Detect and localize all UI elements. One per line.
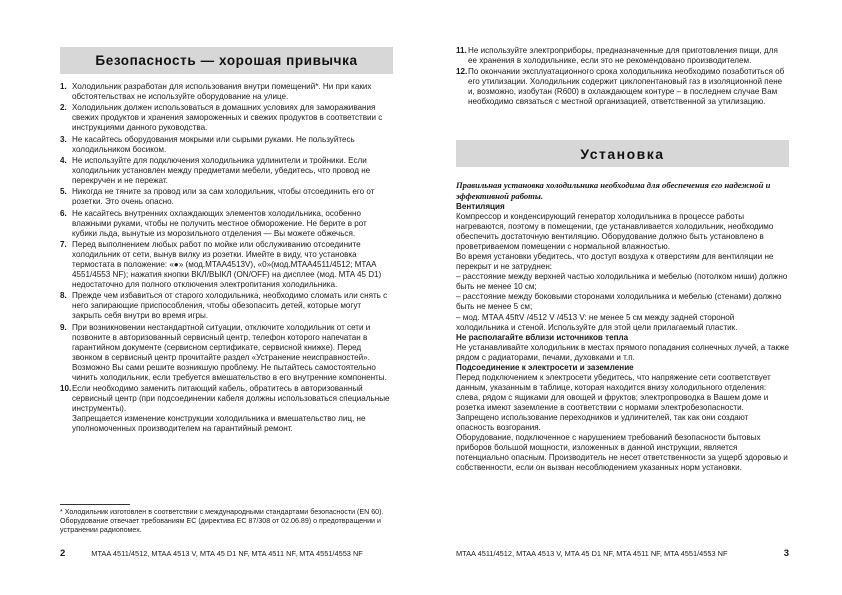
item-number: 10.	[60, 384, 72, 394]
item-text: Прежде чем избавиться от старого холодильника, необходимо сломать или снять с него запирающие приспособления, чтобы обезопасить детей, которые могут закрыть себя внутри во время игры.	[72, 291, 388, 321]
list-item	[60, 156, 392, 186]
item-text-wrapper	[72, 384, 392, 434]
item-extra-text: Запрещается изменение конструкции холодильника и вмешательство лиц, не уполномоченных производителем на гарантийный ремонт.	[72, 414, 366, 434]
item-text: Не касайтесь оборудования мокрыми или сырыми руками. Не пользуйтесь холодильником босиком.	[72, 134, 355, 154]
list-item	[456, 46, 789, 66]
left-page-footer	[60, 548, 363, 559]
safety-section-title: Безопасность — хорошая привычка	[60, 47, 393, 74]
installation-section-title: Установка	[456, 140, 789, 167]
item-number: 6.	[60, 208, 67, 218]
list-item	[60, 135, 392, 155]
ventilation-paragraph-2: Во время установки убедитесь, что доступ воздуха к отверстиям для вентиляции не перекрыт и не затруднен:	[456, 252, 774, 272]
electric-paragraph-3: Оборудование, подключенное с нарушением требований безопасности бытовых приборов большой мощности, изложенных в данной инструкции, является потенциально опасным. Производитель не несет ответственности за ущерб здоровью и собственности, если он вызван несоблюдением указанных норм установки.	[456, 433, 788, 473]
list-item	[60, 384, 392, 434]
safety-list-continued	[456, 46, 789, 109]
item-number: 11.	[456, 46, 467, 55]
ventilation-paragraph: Компрессор и конденсирующий генератор холодильника в процессе работы нагреваются, поэтому в помещении, где устанавливается холодильник, необходимо обеспечить достаточную вентиляцию. Оборудование должно быть установлено в проветриваемом помещении с нормальной влажностью.	[456, 212, 774, 252]
ventilation-bullet: – расстояние между верхней частью холодильника и мебелью (потолком ниши) должно быть не менее 10 см;	[456, 272, 788, 292]
ventilation-bullet: – расстояние между боковыми сторонами холодильника и мебелью (стенами) должно быть не менее 5 см;	[456, 292, 782, 312]
list-item	[60, 103, 392, 133]
item-number: 9.	[60, 322, 67, 332]
heat-heading: Не располагайте вблизи источников тепла	[456, 332, 629, 342]
installation-body	[456, 180, 789, 473]
list-item	[60, 291, 392, 321]
list-item	[60, 187, 392, 207]
list-item	[456, 67, 789, 107]
heat-paragraph: Не устанавливайте холодильник в местах прямого попадания солнечных лучей, а также рядом с радиаторами, печами, духовками и т.п.	[456, 342, 789, 362]
item-text: Никогда не тяните за провод или за сам холодильник, чтобы отсоединить его от розетки. Это очень опасно.	[72, 187, 375, 207]
footnote: * Холодильник изготовлен в соответствии с международными стандартами безопасности (EN 60). Оборудование отвечает требованиям ЕС (директива ЕС 87/308 от 02.06.89) о предотвращении и устранении радиопомех.	[60, 508, 384, 534]
item-text: Не используйте для подключения холодильника удлинители и тройники. Если холодильник установлен между предметами мебели, убедитесь, что провод не перекручен и не пережат.	[72, 155, 371, 185]
footer-models: MTAA 4511/4512, MTAA 4513 V, MTA 45 D1 NF, MTA 4511 NF, MTA 4551/4553 NF	[456, 549, 728, 558]
item-number: 8.	[60, 291, 67, 301]
item-text: Холодильник должен использоваться в домашних условиях для замораживания свежих продуктов и хранения замороженных и свежих продуктов в соответствии с инструкциями данного руководства.	[72, 103, 383, 133]
list-item	[60, 240, 392, 290]
safety-list	[60, 82, 392, 435]
electric-paragraph-2: Запрещено использование переходников и удлинителей, так как они создают опасность возгорания.	[456, 412, 749, 433]
item-number: 5.	[60, 187, 67, 197]
item-text: Если необходимо заменить питающий кабель, обратитесь в авторизованный сервисный центр (при подсоединении кабеля должны использоваться специальные инструменты).	[72, 384, 390, 414]
ventilation-heading: Вентиляция	[456, 202, 505, 211]
electric-paragraph: Перед подключением к электросети убедитесь, что напряжение сети соответствует данным, указанным в таблице, которая находится внизу холодильного отделения: слева, рядом с ящиками для овощей и фруктов; электропроводка в Вашем доме и розетка имеют заземление в соответствии с нормами электробезопасности.	[456, 372, 771, 412]
footer-models: MTAA 4511/4512, MTAA 4513 V, MTA 45 D1 NF, MTA 4511 NF, MTA 4551/4553 NF	[91, 549, 363, 558]
list-item	[60, 323, 392, 383]
item-number: 4.	[60, 155, 67, 165]
item-text: По окончании эксплуатационного срока холодильника необходимо позаботиться об его утилизации. Холодильник содержит циклопентановый газ в изоляционной пене и, возможно, изобутан (R600) в охлаждающем контуре – в последнем случае Вам необходимо связаться с местной организацией, ответственной за утилизацию.	[468, 67, 785, 107]
list-item	[60, 82, 392, 102]
item-text: Не используйте электроприборы, предназначенные для приготовления пищи, для ее хранения в холодильнике, если это не рекомендовано производителем.	[468, 46, 778, 66]
electric-heading: Подсоединение к электросети и заземление	[456, 362, 634, 372]
item-number: 3.	[60, 134, 67, 144]
item-text: Перед выполнением любых работ по мойке или обслуживанию отсоедините холодильник от сети, вынув вилку из розетки. Имейте в виду, что установка термостата в положение: «●» (мод.MTAA4513V), «0»(мод.MTAA4511/4512; MTAA 4551/4553 NF); нажатия кнопки ВКЛ/ВЫКЛ (ON/OFF) на дисплее (мод. MTA 45 D1) недостаточно для полного отключения электропитания холодильника.	[72, 239, 382, 290]
item-text: При возникновении нестандартной ситуации, отключите холодильник от сети и позвоните в авторизованный сервисный центр, телефон которого напечатан в гарантийном документе (сервисном сертификате, сервисной книжке). Перед звонком в сервисный центр прочитайте раздел «Устранение неисправностей». Возможно Вы сами решите возникшую проблему. Не пытайтесь самостоятельно чинить холодильник, если требуется вмешательство в его внутренние компоненты.	[72, 322, 387, 382]
item-number: 1.	[60, 82, 67, 91]
list-item	[60, 209, 392, 239]
item-number: 7.	[60, 239, 67, 249]
footnote-divider	[60, 504, 130, 505]
right-page	[421, 0, 842, 595]
item-number: 2.	[60, 103, 67, 113]
right-page-footer	[456, 548, 789, 559]
installation-intro: Правильная установка холодильника необходима для обеспечения его надежной и эффективной работы.	[456, 180, 771, 201]
ventilation-bullet: – мод. MTAA 45ftV /4512 V /4513 V: не менее 5 см между задней стороной холодильника и стеной. Используйте для этой цели прилагаемый пластик.	[456, 312, 738, 332]
item-number: 12.	[456, 67, 468, 77]
item-text: Не касайтесь внутренних охлаждающих элементов холодильника, особенно влажными руками, чтобы не получить местное обморожение. Не берите в рот кубики льда, вынутые из морозильного отделения — Вы можете обжечься.	[72, 208, 367, 238]
item-text: Холодильник разработан для использования внутри помещений*. Ни при каких обстоятельствах не используйте оборудование на улице.	[72, 82, 372, 102]
page-number: 2	[60, 548, 66, 559]
page-number: 3	[783, 548, 789, 559]
